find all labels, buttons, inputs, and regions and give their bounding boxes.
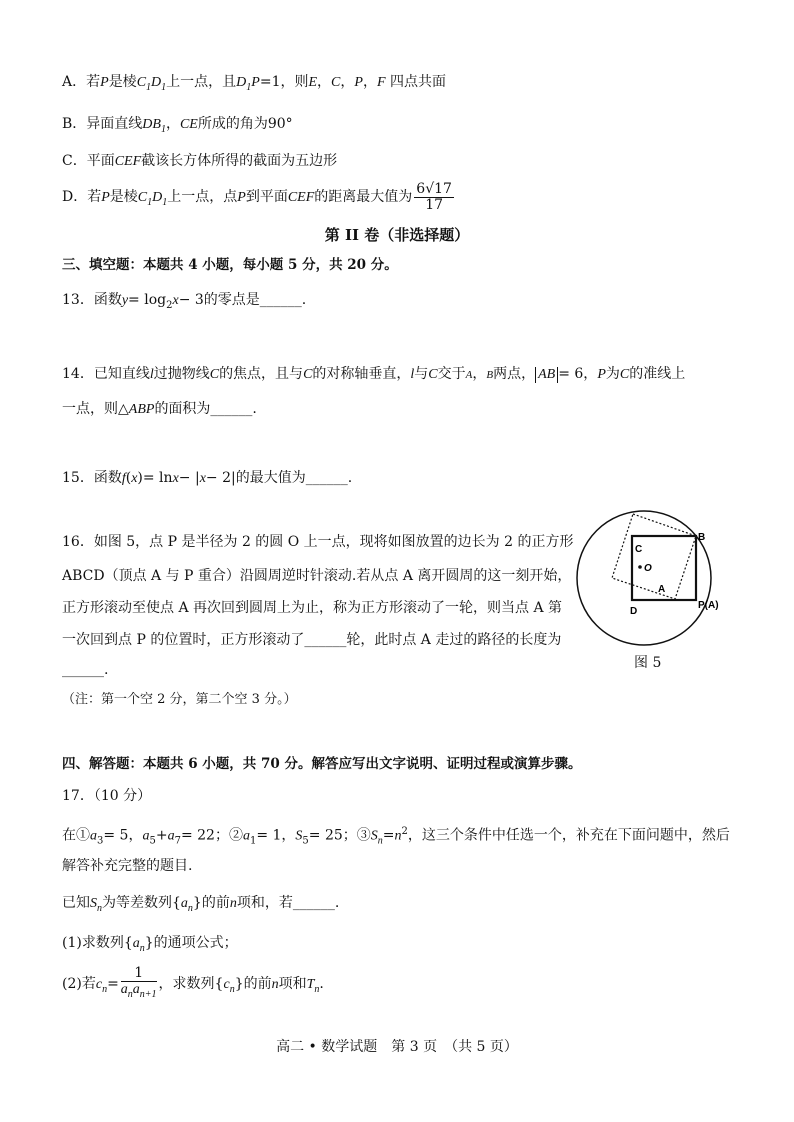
question-16-note: （注：第一个空 2 分，第二个空 3 分。） <box>62 692 297 707</box>
figure-dashed-square <box>612 514 696 599</box>
question-14-line2: 一点，则△ABP的面积为______. <box>62 401 257 417</box>
section-3-heading: 三、填空题：本题共 4 小题，每小题 5 分，共 20 分。 <box>62 257 398 273</box>
option-b: B．异面直线$DB_1$，CE所成的角为90° <box>62 116 293 135</box>
edge-c1d1: $C_1D_1$ <box>137 190 168 208</box>
figure-center-dot <box>638 565 642 569</box>
question-15: 15．函数f(x)= lnx− |x− 2|的最大值为______. <box>62 470 353 486</box>
figure-5 <box>574 508 750 650</box>
option-c: C．平面CEF截该长方体所得的截面为五边形 <box>62 153 338 169</box>
label-pa: P(A) <box>698 600 719 611</box>
question-16-line2: ABCD（顶点 A 与 P 重合）沿圆周逆时针滚动.若从点 A 离开圆周的这一刻开始， <box>62 568 572 584</box>
fraction: $\frac{6√17}{17}$ <box>416 180 452 213</box>
option-d: D．若P是棱$C_1D_1$上一点，点P到平面CEF的距离最大值为 $\frac{6√17}{17}$ <box>62 180 452 213</box>
option-a: A．若P是棱$C_1D_1$上一点，且$D_1P=1$，则E，C，P，F 四点共面 <box>62 74 446 93</box>
question-14: 14．已知直线l过抛物线C的焦点，且与C的对称轴垂直，l与C交于A，B两点， AB = 6，P为C的准线上 <box>62 366 686 382</box>
question-17-part1: (1)求数列$\{a_n\}$的通项公式； <box>62 935 238 954</box>
question-16-line5: ______. <box>62 662 109 678</box>
label-o: O <box>644 563 652 574</box>
label-b: B <box>698 532 706 543</box>
question-17-line2: 解答补充完整的题目. <box>62 858 193 874</box>
question-17-heading: 17．（10 分） <box>62 788 152 804</box>
fraction: $\frac{1}{a_na_{n+1}}$ <box>120 965 157 1000</box>
edge-c1d1: $C_1D_1$ <box>136 75 167 93</box>
question-16-line1: 16．如图 5，点 P 是半径为 2 的圆 O 上一点，现将如图放置的边长为 2 的正方形 <box>62 534 574 550</box>
label-c: C <box>635 544 643 555</box>
question-17-part2: (2)若$c_n=$ $\frac{1}{a_na_{n+1}}$ ，求数列$\{c_n\}$的前n项和$T_n$. <box>62 965 324 1000</box>
part2-title: 第 II 卷（非选择题） <box>324 226 470 244</box>
figure-circle <box>577 511 711 645</box>
question-13: 13．函数$y= \log_2x- 3$的零点是______. <box>62 292 307 311</box>
question-16-line3: 正方形滚动至使点 A 再次回到圆周上为止，称为正方形滚动了一轮，则当点 A 第 <box>62 600 563 616</box>
label-d: D <box>630 606 638 617</box>
question-17-line3: 已知$S_n$为等差数列$\{a_n\}$的前n项和，若______. <box>62 895 340 914</box>
page-footer: 高二 • 数学试题 第 3 页 （共 5 页） <box>276 1039 518 1055</box>
section-4-heading: 四、解答题：本题共 6 小题，共 70 分。解答应写出文字说明、证明过程或演算步骤。 <box>62 756 582 772</box>
figure-caption: 图 5 <box>634 655 662 671</box>
question-16-line4: 一次回到点 P 的位置时，正方形滚动了______轮，此时点 A 走过的路径的长度为 <box>62 632 562 648</box>
question-17-conditions: 在$①a_3= 5$，$a_5+a_7= 22$；$②a_1= 1$，$S_5= 25$；$③S_n=n^2$，这三个条件中任选一个，补充在下面问题中，然后 <box>62 826 730 847</box>
label-a: A <box>658 584 666 595</box>
